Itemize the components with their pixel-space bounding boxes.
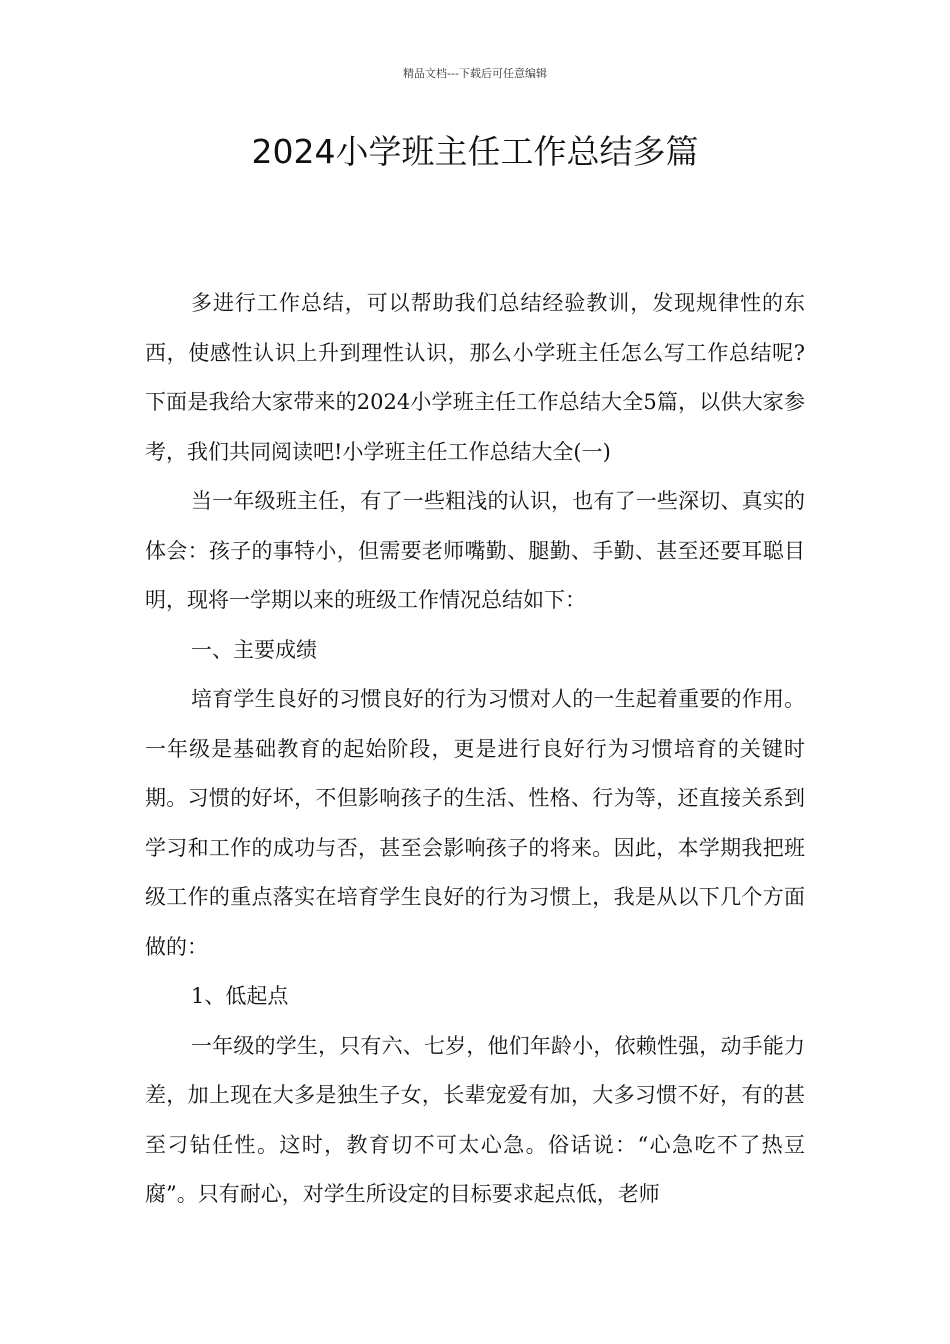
subsection-heading-low-start: 1、低起点 — [191, 984, 289, 1008]
paragraph-overview: 当一年级班主任，有了一些粗浅的认识，也有了一些深切、真实的体会：孩子的事特小，但需要老师嘴勤、腿勤、手勤、甚至还要耳聪目明，现将一学期以来的班级工作情况总结如下： — [145, 489, 805, 612]
document-body — [145, 279, 805, 1220]
header-note: 精品文档---下载后可任意编辑 — [403, 67, 547, 80]
paragraph-habits: 培育学生良好的习惯良好的行为习惯对人的一生起着重要的作用。一年级是基础教育的起始阶段，更是进行良好行为习惯培育的关键时期。习惯的好坏，不但影响孩子的生活、性格、行为等，还直接关系到学习和工作的成功与否，甚至会影响孩子的将来。因此，本学期我把班级工作的重点落实在培育学生良好的行为习惯上，我是从以下几个方面做的： — [145, 687, 805, 959]
document-title: 2024小学班主任工作总结多篇 — [251, 132, 699, 171]
section-heading-main-achievements: 一、主要成绩 — [191, 637, 317, 662]
paragraph-intro: 多进行工作总结，可以帮助我们总结经验教训，发现规律性的东西，使感性认识上升到理性认识，那么小学班主任怎么写工作总结呢?下面是我给大家带来的2024小学班主任工作总结大全5篇，以供大家参考，我们共同阅读吧!小学班主任工作总结大全(一) — [145, 291, 805, 464]
paragraph-low-start: 一年级的学生，只有六、七岁，他们年龄小，依赖性强，动手能力差，加上现在大多是独生子女，长辈宠爱有加，大多习惯不好，有的甚至刁钻任性。这时，教育切不可太心急。俗话说：“心急吃不了热豆腐”。只有耐心，对学生所设定的目标要求起点低，老师 — [145, 1033, 805, 1206]
